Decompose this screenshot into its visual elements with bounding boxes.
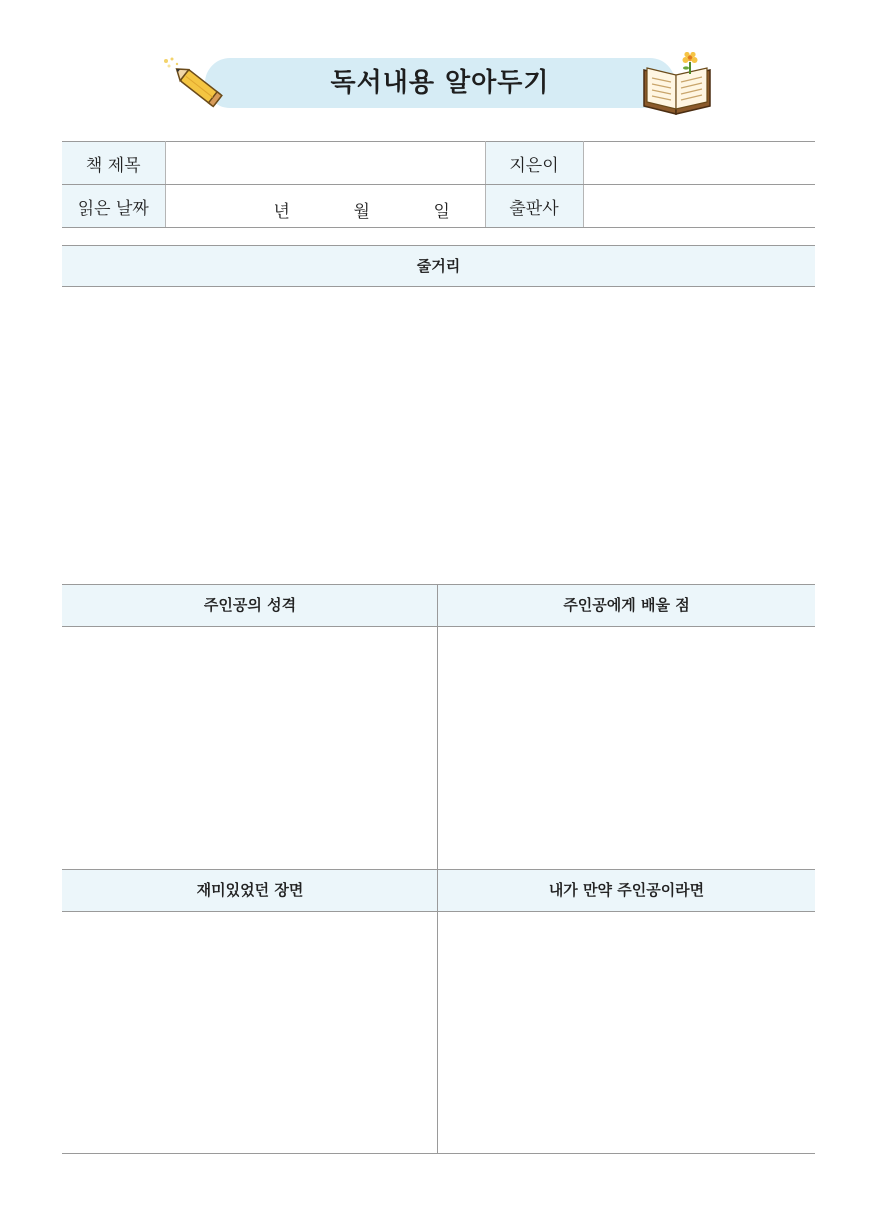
page-title: 독서내용 알아두기 bbox=[330, 68, 550, 98]
book-info-row-1 bbox=[62, 142, 815, 185]
pencil-icon bbox=[158, 55, 230, 115]
lesson-writing-area[interactable] bbox=[438, 627, 815, 869]
if-i-were-character-header: 내가 만약 주인공이라면 bbox=[438, 869, 815, 912]
month-label: 월 bbox=[353, 202, 370, 222]
publisher-label: 출판사 bbox=[485, 185, 583, 228]
summary-writing-area[interactable] bbox=[62, 288, 815, 584]
day-label: 일 bbox=[433, 202, 450, 222]
if-i-were-writing-area[interactable] bbox=[438, 912, 815, 1153]
author-label: 지은이 bbox=[485, 142, 583, 185]
book-title-label: 책 제목 bbox=[62, 142, 165, 185]
open-book-with-flower-icon bbox=[640, 52, 715, 117]
funny-scene-writing-area[interactable] bbox=[62, 912, 437, 1153]
lesson-from-character-header: 주인공에게 배울 점 bbox=[438, 584, 815, 627]
book-info-row-2 bbox=[62, 185, 815, 228]
bottom-border bbox=[62, 1153, 815, 1154]
character-personality-writing-area[interactable] bbox=[62, 627, 437, 869]
book-title-field[interactable] bbox=[165, 142, 485, 185]
read-date-field[interactable] bbox=[165, 185, 485, 228]
publisher-field[interactable] bbox=[583, 185, 815, 228]
author-field[interactable] bbox=[583, 142, 815, 185]
year-label: 년 bbox=[273, 202, 290, 222]
read-date-label: 읽은 날짜 bbox=[62, 185, 165, 228]
character-personality-header: 주인공의 성격 bbox=[62, 584, 438, 627]
book-info-table bbox=[62, 141, 815, 228]
funny-scene-header: 재미있었던 장면 bbox=[62, 869, 438, 912]
summary-header: 줄거리 bbox=[62, 245, 815, 287]
